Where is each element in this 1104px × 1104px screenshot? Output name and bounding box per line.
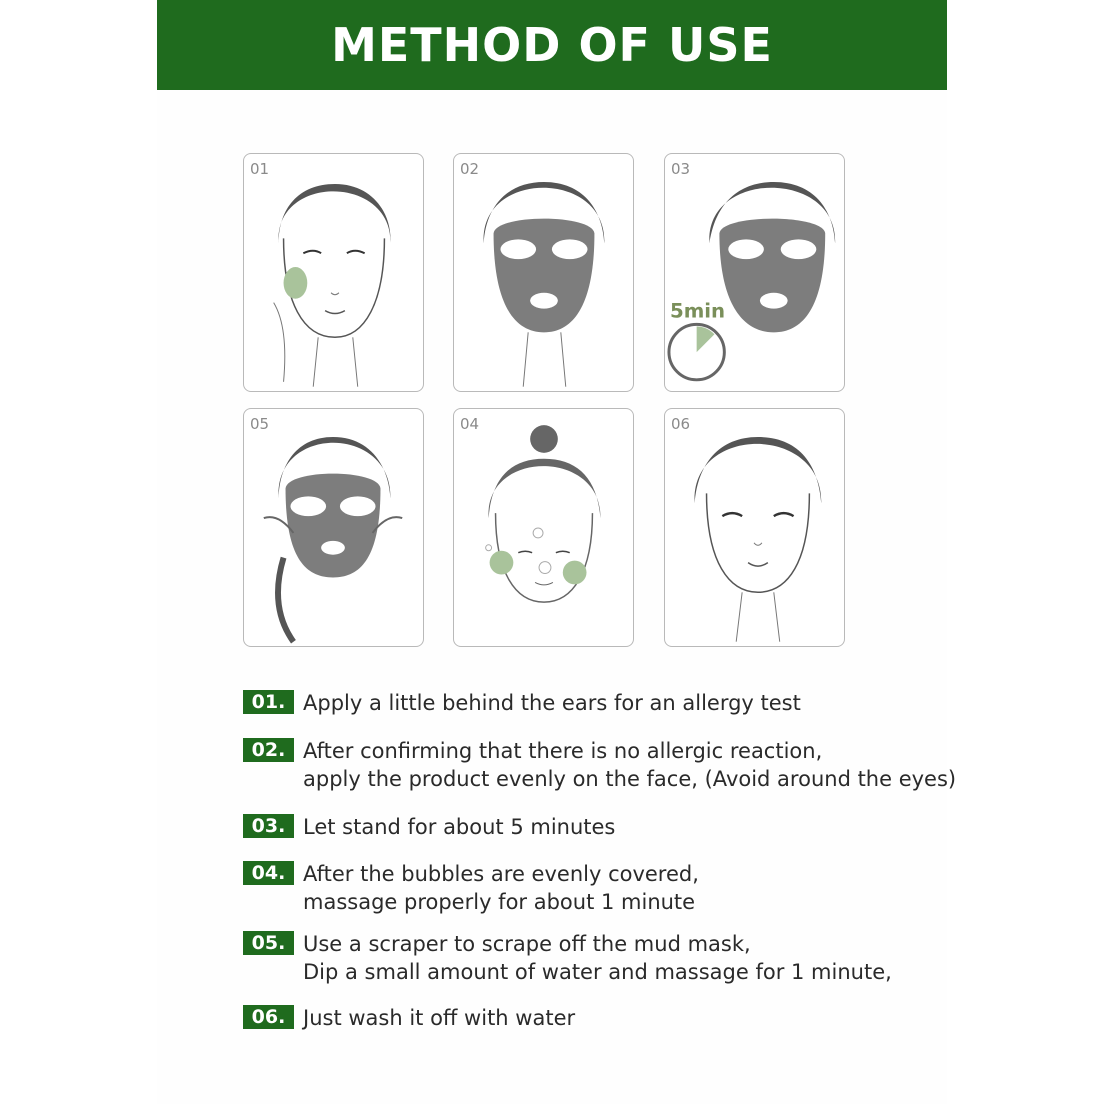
panel-number: 01 xyxy=(250,160,270,178)
illustration-panel-06 xyxy=(664,408,845,647)
step-line: massage properly for about 1 minute xyxy=(303,890,696,914)
step-badge: 06. xyxy=(243,1005,294,1029)
panel-number: 05 xyxy=(250,415,270,433)
step-text xyxy=(303,813,615,841)
step-text xyxy=(303,860,699,916)
panel-number: 06 xyxy=(671,415,691,433)
panel-number: 02 xyxy=(460,160,480,178)
illustration-panel-04 xyxy=(453,408,634,647)
illustration-panel-03 xyxy=(664,153,845,392)
timer-label: 5min xyxy=(669,299,726,323)
illustration-panel-02 xyxy=(453,153,634,392)
step-01 xyxy=(243,689,801,717)
page-title: METHOD OF USE xyxy=(331,18,773,72)
step-03 xyxy=(243,813,615,841)
face-illustration-clean xyxy=(665,409,844,646)
step-text xyxy=(303,1004,575,1032)
step-line: Use a scraper to scrape off the mud mask, xyxy=(303,932,751,956)
step-badge: 04. xyxy=(243,861,294,885)
header-banner xyxy=(157,0,947,90)
panel-number: 04 xyxy=(460,415,480,433)
step-badge: 02. xyxy=(243,738,294,762)
face-illustration-cotton xyxy=(244,154,423,391)
step-06 xyxy=(243,1004,575,1032)
face-illustration-bubbles xyxy=(454,409,633,646)
panel-number: 03 xyxy=(671,160,691,178)
step-line: Dip a small amount of water and massage for 1 minute, xyxy=(303,960,892,984)
step-line: After the bubbles are evenly covered, xyxy=(303,862,699,886)
face-illustration-scrape xyxy=(244,409,423,646)
illustration-panel-01 xyxy=(243,153,424,392)
step-text xyxy=(303,689,801,717)
step-line: Let stand for about 5 minutes xyxy=(303,815,616,839)
step-line: After confirming that there is no allergic reaction, xyxy=(303,739,823,763)
step-badge: 03. xyxy=(243,814,294,838)
illustration-panel-05 xyxy=(243,408,424,647)
step-02 xyxy=(243,737,956,793)
step-line: Apply a little behind the ears for an allergy test xyxy=(303,691,801,715)
step-04 xyxy=(243,860,699,916)
step-badge: 05. xyxy=(243,931,294,955)
step-05 xyxy=(243,930,892,986)
face-illustration-timer xyxy=(665,154,844,391)
step-text xyxy=(303,737,956,793)
step-line: apply the product evenly on the face, (Avoid around the eyes) xyxy=(303,767,957,791)
step-badge: 01. xyxy=(243,690,294,714)
step-line: Just wash it off with water xyxy=(303,1006,576,1030)
face-illustration-mask xyxy=(454,154,633,391)
step-text xyxy=(303,930,892,986)
